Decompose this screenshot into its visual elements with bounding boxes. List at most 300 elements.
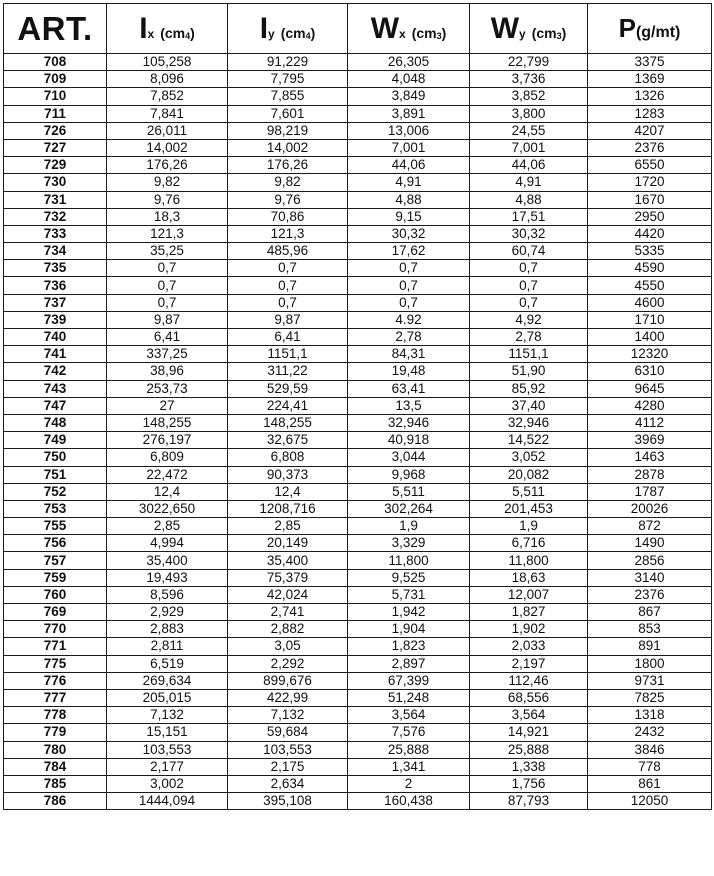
table-row — [4, 329, 712, 346]
header-wy-letter: W — [490, 11, 520, 45]
table-row — [4, 621, 712, 638]
cell-iy: 70,86 — [228, 208, 348, 225]
cell-art: 737 — [4, 294, 107, 311]
cell-p: 1800 — [588, 655, 712, 672]
cell-wx: 0,7 — [348, 260, 470, 277]
table-row — [4, 483, 712, 500]
cell-wx: 302,264 — [348, 500, 470, 517]
cell-iy: 899,676 — [228, 672, 348, 689]
cell-wx: 32,946 — [348, 414, 470, 431]
cell-p: 1400 — [588, 329, 712, 346]
cell-p: 1787 — [588, 483, 712, 500]
header-p — [588, 4, 712, 54]
cell-wy: 5,511 — [470, 483, 588, 500]
cell-wx: 2,78 — [348, 329, 470, 346]
table-row — [4, 71, 712, 88]
cell-ix: 35,25 — [107, 243, 228, 260]
cell-ix: 3022,650 — [107, 500, 228, 517]
cell-p: 1283 — [588, 105, 712, 122]
cell-p: 2432 — [588, 724, 712, 741]
table-row — [4, 724, 712, 741]
cell-wy: 25,888 — [470, 741, 588, 758]
cell-wy: 14,522 — [470, 432, 588, 449]
header-art — [4, 4, 107, 54]
cell-wx: 5,511 — [348, 483, 470, 500]
cell-ix: 3,002 — [107, 775, 228, 792]
table-row — [4, 655, 712, 672]
cell-p: 778 — [588, 758, 712, 775]
cell-art: 784 — [4, 758, 107, 775]
header-wx — [348, 4, 470, 54]
cell-iy: 2,634 — [228, 775, 348, 792]
table-row — [4, 277, 712, 294]
cell-p: 2376 — [588, 139, 712, 156]
cell-iy: 176,26 — [228, 157, 348, 174]
cell-art: 786 — [4, 793, 107, 810]
table-row — [4, 122, 712, 139]
cell-iy: 9,76 — [228, 191, 348, 208]
cell-ix: 2,177 — [107, 758, 228, 775]
cell-iy: 7,132 — [228, 707, 348, 724]
cell-p: 2878 — [588, 466, 712, 483]
table-row — [4, 225, 712, 242]
cell-wx: 25,888 — [348, 741, 470, 758]
cell-wy: 1,902 — [470, 621, 588, 638]
cell-wx: 4,048 — [348, 71, 470, 88]
table-row — [4, 311, 712, 328]
cell-ix: 2,929 — [107, 604, 228, 621]
cell-iy: 42,024 — [228, 586, 348, 603]
cell-p: 20026 — [588, 500, 712, 517]
cell-ix: 9,76 — [107, 191, 228, 208]
table-row — [4, 535, 712, 552]
cell-wy: 44,06 — [470, 157, 588, 174]
cell-wy: 0,7 — [470, 277, 588, 294]
cell-wx: 19,48 — [348, 363, 470, 380]
cell-ix: 15,151 — [107, 724, 228, 741]
cell-wx: 40,918 — [348, 432, 470, 449]
cell-art: 733 — [4, 225, 107, 242]
cell-p: 6310 — [588, 363, 712, 380]
cell-ix: 7,841 — [107, 105, 228, 122]
cell-wy: 1,338 — [470, 758, 588, 775]
cell-ix: 1444,094 — [107, 793, 228, 810]
table-row — [4, 260, 712, 277]
cell-p: 4550 — [588, 277, 712, 294]
cell-wx: 26,305 — [348, 54, 470, 71]
cell-iy: 9,87 — [228, 311, 348, 328]
cell-ix: 14,002 — [107, 139, 228, 156]
cell-art: 753 — [4, 500, 107, 517]
cell-wx: 3,849 — [348, 88, 470, 105]
table-row — [4, 793, 712, 810]
cell-art: 780 — [4, 741, 107, 758]
cell-wy: 2,78 — [470, 329, 588, 346]
cell-p: 853 — [588, 621, 712, 638]
cell-iy: 0,7 — [228, 277, 348, 294]
cell-ix: 19,493 — [107, 569, 228, 586]
cell-wy: 201,453 — [470, 500, 588, 517]
header-ix-letter: I — [139, 11, 148, 45]
cell-wx: 9,525 — [348, 569, 470, 586]
header-art-label: ART. — [17, 9, 93, 47]
cell-wx: 63,41 — [348, 380, 470, 397]
cell-art: 775 — [4, 655, 107, 672]
cell-p: 12320 — [588, 346, 712, 363]
cell-art: 785 — [4, 775, 107, 792]
table-row — [4, 466, 712, 483]
cell-art: 730 — [4, 174, 107, 191]
cell-iy: 1208,716 — [228, 500, 348, 517]
cell-wx: 9,968 — [348, 466, 470, 483]
table-row — [4, 243, 712, 260]
cell-iy: 35,400 — [228, 552, 348, 569]
cell-p: 4590 — [588, 260, 712, 277]
cell-iy: 395,108 — [228, 793, 348, 810]
table-row — [4, 500, 712, 517]
cell-p: 891 — [588, 638, 712, 655]
cell-wx: 67,399 — [348, 672, 470, 689]
cell-iy: 2,741 — [228, 604, 348, 621]
cell-ix: 205,015 — [107, 689, 228, 706]
cell-art: 740 — [4, 329, 107, 346]
header-p-unit: (g/mt) — [635, 24, 681, 41]
cell-iy: 0,7 — [228, 260, 348, 277]
table-row — [4, 552, 712, 569]
cell-wx: 13,006 — [348, 122, 470, 139]
cell-wy: 112,46 — [470, 672, 588, 689]
cell-iy: 0,7 — [228, 294, 348, 311]
cell-art: 729 — [4, 157, 107, 174]
cell-art: 747 — [4, 397, 107, 414]
cell-iy: 2,882 — [228, 621, 348, 638]
cell-wy: 2,197 — [470, 655, 588, 672]
cell-wx: 1,942 — [348, 604, 470, 621]
cell-wx: 3,044 — [348, 449, 470, 466]
cell-ix: 6,519 — [107, 655, 228, 672]
header-wx-sub: x — [399, 26, 406, 41]
cell-p: 1710 — [588, 311, 712, 328]
cell-p: 2376 — [588, 586, 712, 603]
cell-p: 6550 — [588, 157, 712, 174]
cell-wx: 1,904 — [348, 621, 470, 638]
header-iy-unit: $(cm_4)$ — [280, 24, 316, 41]
cell-iy: 9,82 — [228, 174, 348, 191]
cell-iy: 3,05 — [228, 638, 348, 655]
cell-art: 770 — [4, 621, 107, 638]
cell-wx: 160,438 — [348, 793, 470, 810]
cell-art: 777 — [4, 689, 107, 706]
cell-ix: 269,634 — [107, 672, 228, 689]
cell-p: 7825 — [588, 689, 712, 706]
cell-iy: 1151,1 — [228, 346, 348, 363]
table-row — [4, 586, 712, 603]
cell-p: 1318 — [588, 707, 712, 724]
cell-art: 731 — [4, 191, 107, 208]
cell-p: 12050 — [588, 793, 712, 810]
table-row — [4, 518, 712, 535]
cell-wy: 22,799 — [470, 54, 588, 71]
cell-ix: 121,3 — [107, 225, 228, 242]
cell-wy: 2,033 — [470, 638, 588, 655]
cell-iy: 14,002 — [228, 139, 348, 156]
cell-ix: 9,87 — [107, 311, 228, 328]
cell-wx: 13,5 — [348, 397, 470, 414]
cell-wy: 14,921 — [470, 724, 588, 741]
cell-ix: 35,400 — [107, 552, 228, 569]
cell-p: 3969 — [588, 432, 712, 449]
cell-wy: 3,852 — [470, 88, 588, 105]
cell-art: 778 — [4, 707, 107, 724]
header-row — [4, 4, 712, 54]
cell-wx: 5,731 — [348, 586, 470, 603]
header-wx-unit: $(cm_3)$ — [411, 24, 447, 41]
cell-ix: 18,3 — [107, 208, 228, 225]
cell-iy: 2,85 — [228, 518, 348, 535]
cell-ix: 105,258 — [107, 54, 228, 71]
cell-p: 4280 — [588, 397, 712, 414]
cell-p: 4420 — [588, 225, 712, 242]
cell-art: 743 — [4, 380, 107, 397]
table-row — [4, 449, 712, 466]
cell-wx: 2,897 — [348, 655, 470, 672]
cell-wy: 1,756 — [470, 775, 588, 792]
cell-ix: 8,096 — [107, 71, 228, 88]
cell-ix: 4,994 — [107, 535, 228, 552]
cell-wy: 18,63 — [470, 569, 588, 586]
table-row — [4, 208, 712, 225]
table-row — [4, 157, 712, 174]
cell-art: 734 — [4, 243, 107, 260]
header-wy-sub: y — [519, 26, 526, 41]
cell-iy: 103,553 — [228, 741, 348, 758]
header-iy — [228, 4, 348, 54]
table-row — [4, 775, 712, 792]
header-ix-sub: x — [147, 26, 155, 41]
cell-art: 755 — [4, 518, 107, 535]
table-row — [4, 363, 712, 380]
cell-wx: 4,88 — [348, 191, 470, 208]
cell-wy: 32,946 — [470, 414, 588, 431]
cell-wy: 20,082 — [470, 466, 588, 483]
cell-wy: 24,55 — [470, 122, 588, 139]
cell-p: 1490 — [588, 535, 712, 552]
cell-ix: 0,7 — [107, 294, 228, 311]
cell-wx: 9,15 — [348, 208, 470, 225]
cell-art: 711 — [4, 105, 107, 122]
header-wy-unit: $(cm_3)$ — [531, 24, 567, 41]
cell-p: 9645 — [588, 380, 712, 397]
cell-wx: 17,62 — [348, 243, 470, 260]
cell-ix: 276,197 — [107, 432, 228, 449]
cell-p: 1326 — [588, 88, 712, 105]
cell-wy: 87,793 — [470, 793, 588, 810]
cell-p: 867 — [588, 604, 712, 621]
cell-wx: 1,9 — [348, 518, 470, 535]
cell-wx: 7,001 — [348, 139, 470, 156]
cell-iy: 422,99 — [228, 689, 348, 706]
cell-p: 3140 — [588, 569, 712, 586]
cell-p: 2950 — [588, 208, 712, 225]
table-row — [4, 397, 712, 414]
header-ix-unit: $(cm_4)$ — [160, 24, 195, 41]
cell-art: 756 — [4, 535, 107, 552]
table-row — [4, 638, 712, 655]
cell-art: 742 — [4, 363, 107, 380]
cell-p: 4207 — [588, 122, 712, 139]
cell-p: 861 — [588, 775, 712, 792]
cell-art: 757 — [4, 552, 107, 569]
cell-ix: 6,41 — [107, 329, 228, 346]
cell-iy: 224,41 — [228, 397, 348, 414]
cell-iy: 98,219 — [228, 122, 348, 139]
cell-ix: 22,472 — [107, 466, 228, 483]
cell-ix: 27 — [107, 397, 228, 414]
cell-art: 741 — [4, 346, 107, 363]
cell-art: 779 — [4, 724, 107, 741]
cell-art: 748 — [4, 414, 107, 431]
cell-art: 759 — [4, 569, 107, 586]
table-row — [4, 741, 712, 758]
cell-art: 760 — [4, 586, 107, 603]
table-row — [4, 105, 712, 122]
cell-p: 3375 — [588, 54, 712, 71]
cell-iy: 6,808 — [228, 449, 348, 466]
table-row — [4, 54, 712, 71]
table-row — [4, 604, 712, 621]
header-ix — [107, 4, 228, 54]
cell-art: 736 — [4, 277, 107, 294]
document — [3, 3, 711, 810]
cell-iy: 32,675 — [228, 432, 348, 449]
cell-wy: 1,9 — [470, 518, 588, 535]
cell-iy: 90,373 — [228, 466, 348, 483]
cell-art: 750 — [4, 449, 107, 466]
cell-art: 771 — [4, 638, 107, 655]
cell-wy: 51,90 — [470, 363, 588, 380]
cell-p: 1670 — [588, 191, 712, 208]
table-row — [4, 174, 712, 191]
cell-iy: 311,22 — [228, 363, 348, 380]
cell-ix: 7,852 — [107, 88, 228, 105]
cell-wx: 3,329 — [348, 535, 470, 552]
cell-wx: 44,06 — [348, 157, 470, 174]
cell-wy: 3,564 — [470, 707, 588, 724]
table-row — [4, 294, 712, 311]
cell-wx: 4,91 — [348, 174, 470, 191]
cell-wy: 6,716 — [470, 535, 588, 552]
cell-ix: 7,132 — [107, 707, 228, 724]
cell-art: 749 — [4, 432, 107, 449]
cell-iy: 529,59 — [228, 380, 348, 397]
cell-art: 732 — [4, 208, 107, 225]
cell-wy: 0,7 — [470, 260, 588, 277]
cell-iy: 485,96 — [228, 243, 348, 260]
cell-wy: 4,92 — [470, 311, 588, 328]
cell-ix: 337,25 — [107, 346, 228, 363]
cell-p: 1369 — [588, 71, 712, 88]
header-iy-sub: y — [268, 26, 275, 41]
cell-wx: 3,891 — [348, 105, 470, 122]
table-row — [4, 346, 712, 363]
cell-wx: 0,7 — [348, 294, 470, 311]
cell-art: 739 — [4, 311, 107, 328]
cell-wx: 51,248 — [348, 689, 470, 706]
cell-wx: 2 — [348, 775, 470, 792]
cell-wy: 4,88 — [470, 191, 588, 208]
cell-iy: 121,3 — [228, 225, 348, 242]
cell-wx: 30,32 — [348, 225, 470, 242]
cell-iy: 7,855 — [228, 88, 348, 105]
cell-wy: 85,92 — [470, 380, 588, 397]
header-iy-letter: I — [259, 11, 269, 45]
cell-art: 735 — [4, 260, 107, 277]
cell-wx: 1,341 — [348, 758, 470, 775]
cell-wx: 7,576 — [348, 724, 470, 741]
cell-p: 872 — [588, 518, 712, 535]
cell-ix: 0,7 — [107, 277, 228, 294]
cell-wy: 68,556 — [470, 689, 588, 706]
cell-wy: 12,007 — [470, 586, 588, 603]
cell-ix: 176,26 — [107, 157, 228, 174]
cell-art: 727 — [4, 139, 107, 156]
cell-p: 2856 — [588, 552, 712, 569]
cell-wy: 3,800 — [470, 105, 588, 122]
table-row — [4, 139, 712, 156]
cell-art: 710 — [4, 88, 107, 105]
cell-art: 752 — [4, 483, 107, 500]
cell-wy: 7,001 — [470, 139, 588, 156]
cell-wy: 37,40 — [470, 397, 588, 414]
table-row — [4, 191, 712, 208]
cell-iy: 59,684 — [228, 724, 348, 741]
cell-wy: 30,32 — [470, 225, 588, 242]
table-row — [4, 569, 712, 586]
cell-wy: 11,800 — [470, 552, 588, 569]
cell-p: 9731 — [588, 672, 712, 689]
cell-wx: 1,823 — [348, 638, 470, 655]
cell-ix: 2,811 — [107, 638, 228, 655]
header-p-letter: P — [618, 13, 636, 43]
table-row — [4, 758, 712, 775]
cell-iy: 75,379 — [228, 569, 348, 586]
cell-ix: 2,85 — [107, 518, 228, 535]
table-row — [4, 689, 712, 706]
cell-iy: 12,4 — [228, 483, 348, 500]
cell-iy: 6,41 — [228, 329, 348, 346]
cell-wy: 17,51 — [470, 208, 588, 225]
cell-ix: 0,7 — [107, 260, 228, 277]
cell-p: 1720 — [588, 174, 712, 191]
cell-iy: 91,229 — [228, 54, 348, 71]
cell-iy: 7,601 — [228, 105, 348, 122]
cell-iy: 148,255 — [228, 414, 348, 431]
cell-p: 4112 — [588, 414, 712, 431]
cell-wx: 84,31 — [348, 346, 470, 363]
cell-wx: 4.92 — [348, 311, 470, 328]
cell-p: 3846 — [588, 741, 712, 758]
cell-wy: 3,052 — [470, 449, 588, 466]
cell-wy: 3,736 — [470, 71, 588, 88]
cell-ix: 148,255 — [107, 414, 228, 431]
cell-wy: 4,91 — [470, 174, 588, 191]
cell-iy: 2,292 — [228, 655, 348, 672]
header-wx-letter: W — [370, 11, 400, 45]
cell-p: 5335 — [588, 243, 712, 260]
cell-art: 708 — [4, 54, 107, 71]
table-row — [4, 414, 712, 431]
cell-ix: 8,596 — [107, 586, 228, 603]
